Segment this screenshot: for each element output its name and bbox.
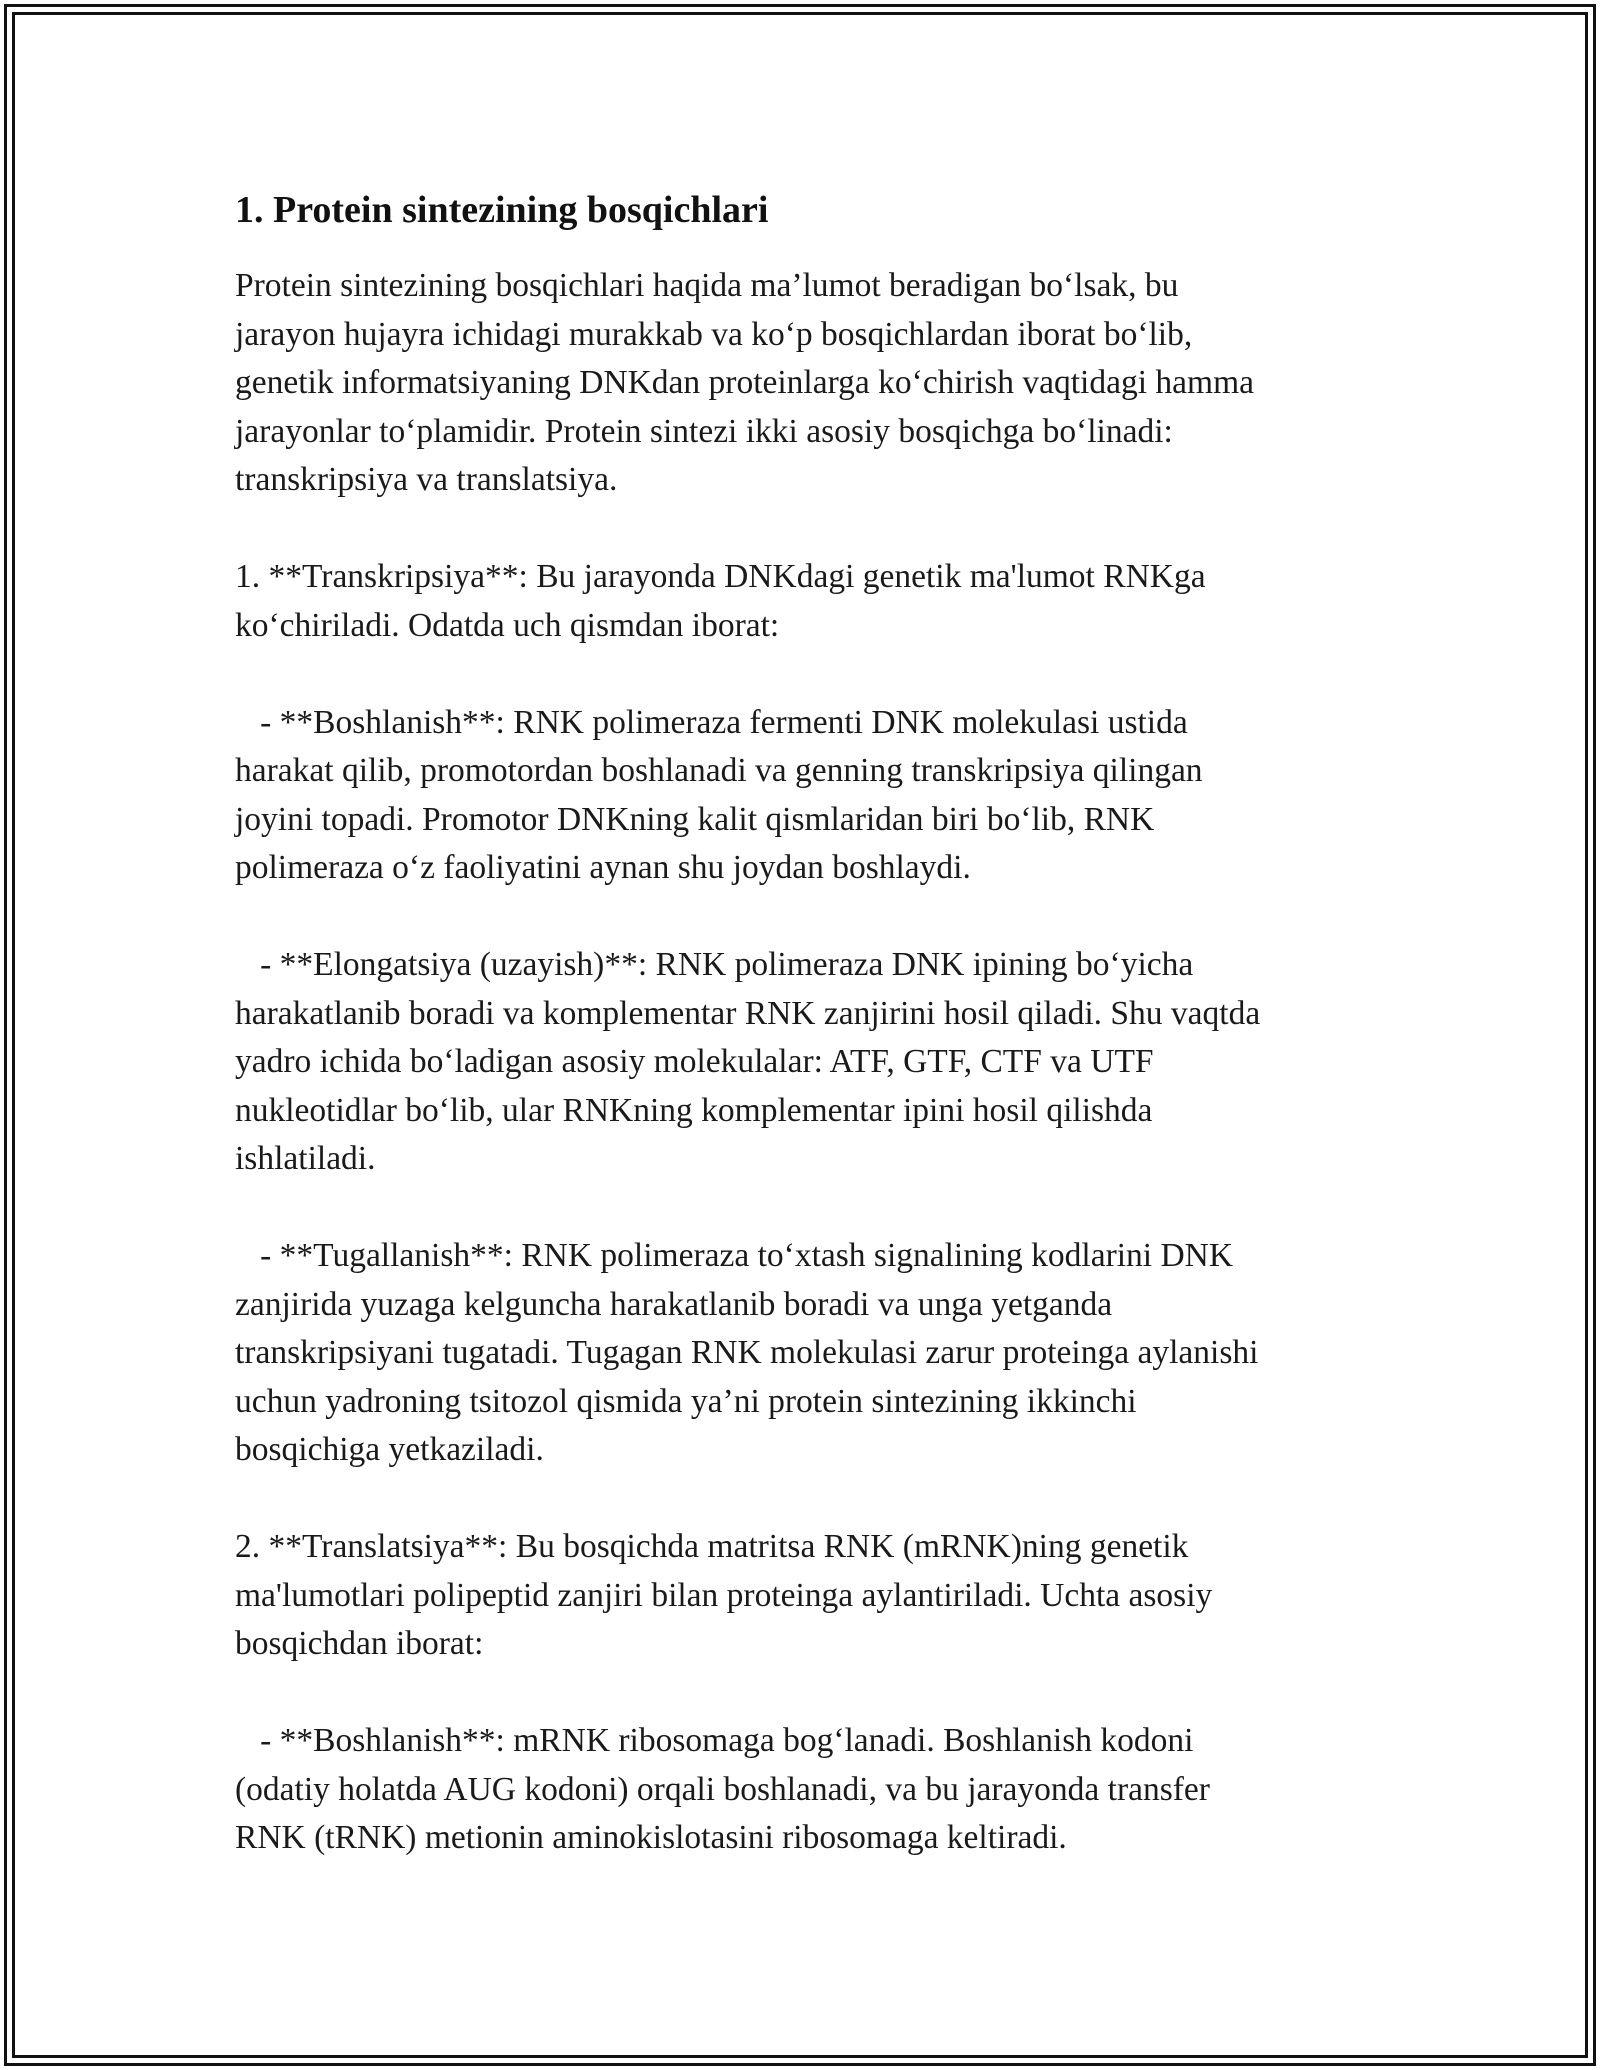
paragraph-gap	[235, 650, 1365, 699]
paragraph-gap	[235, 1669, 1365, 1718]
transcription-termination-paragraph: - **Tugallanish**: RNK polimeraza to‘xtash signalining kodlarini DNK zanjirida yuzaga kelguncha harakatlanib boradi va unga yetganda transkripsiyani tugatadi. Tugagan RNK molekulasi zarur proteinga aylanishi uchun yadroning tsitozol qismida ya’ni protein sintezining ikkinchi bosqichiga yetkaziladi.	[235, 1237, 1259, 1468]
paragraph-gap	[235, 1475, 1365, 1524]
paragraph-gap	[235, 1184, 1365, 1233]
transcription-paragraph: 1. **Transkripsiya**: Bu jarayonda DNKdagi genetik ma'lumot RNKga ko‘chiriladi. Odatda uch qismdan iborat:	[235, 558, 1206, 644]
translation-initiation-paragraph: - **Boshlanish**: mRNK ribosomaga bog‘lanadi. Boshlanish kodoni (odatiy holatda AUG kodoni) orqali boshlanadi, va bu jarayonda transfer RNK (tRNK) metionin aminokislotasini ribosomaga keltiradi.	[235, 1722, 1210, 1856]
intro-paragraph: Protein sintezining bosqichlari haqida ma’lumot beradigan bo‘lsak, bu jarayon hujayra ichidagi murakkab va ko‘p bosqichlardan iborat bo‘lib, genetik informatsiyaning DNKdan proteinlarga ko‘chirish vaqtidagi hamma jarayonlar to‘plamidir. Protein sintezi ikki asosiy bosqichga bo‘linadi: transkripsiya va translatsiya.	[235, 267, 1255, 498]
document-title: 1. Protein sintezining bosqichlari	[235, 189, 769, 231]
paragraph-gap	[235, 505, 1365, 554]
transcription-elongation-paragraph: - **Elongatsiya (uzayish)**: RNK polimeraza DNK ipining bo‘yicha harakatlanib boradi va komplementar RNK zanjirini hosil qiladi. Shu vaqtda yadro ichida bo‘ladigan asosiy molekulalar: ATF, GTF, CTF va UTF nukleotidlar bo‘lib, ular RNKning komplementar ipini hosil qilishda ishlatiladi.	[235, 946, 1261, 1177]
document-page	[235, 186, 1365, 1863]
paragraph-gap	[235, 893, 1365, 942]
transcription-initiation-paragraph: - **Boshlanish**: RNK polimeraza fermenti DNK molekulasi ustida harakat qilib, promotordan boshlanadi va genning transkripsiya qilingan joyini topadi. Promotor DNKning kalit qismlaridan biri bo‘lib, RNK polimeraza o‘z faoliyatini aynan shu joydan boshlaydi.	[235, 703, 1203, 886]
translation-paragraph: 2. **Translatsiya**: Bu bosqichda matritsa RNK (mRNK)ning genetik ma'lumotlari polipeptid zanjiri bilan proteinga aylantiriladi. Uchta asosiy bosqichdan iborat:	[235, 1528, 1213, 1662]
